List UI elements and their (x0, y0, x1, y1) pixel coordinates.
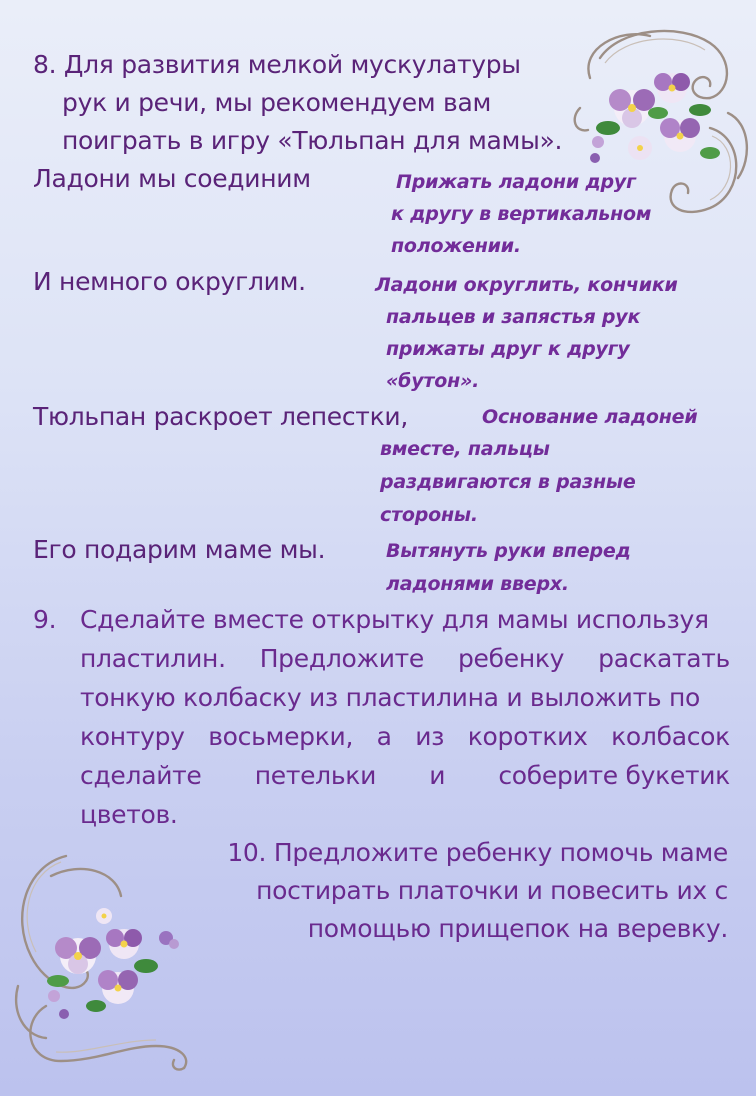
verse-instruction-line: пальцев и запястья рук (386, 306, 641, 328)
verse-instruction-line: раздвигаются в разные (380, 471, 636, 493)
verse-instruction-line: Основание ладоней (482, 406, 698, 428)
word: Предложите (259, 644, 425, 673)
word: сделайте (80, 761, 202, 790)
pansy-flowers (47, 908, 179, 1019)
item-9-line-6: цветов. (80, 800, 178, 829)
verse-instruction-line: ладонями вверх. (386, 573, 569, 595)
item-9-number: 9. (33, 605, 57, 634)
word: ребенку (457, 644, 565, 673)
item-9-line-3: тонкую колбаску из пластилина и выложить по (80, 683, 701, 712)
item-10-line-2: постирать платочки и повесить их с (256, 876, 728, 905)
item-8-line-2: рук и речи, мы рекомендуем вам (62, 88, 492, 117)
verse-text: Ладони мы соединим (33, 164, 311, 193)
item-10-line-1: 10. Предложите ребенку помочь маме (227, 838, 728, 867)
word: коротких (467, 722, 588, 751)
verse-instruction-line: Вытянуть руки вперед (386, 540, 631, 562)
item-8-line-1: 8. Для развития мелкой мускулатуры (33, 50, 521, 79)
word: пластилин. (80, 644, 226, 673)
item-9-line-1: Сделайте вместе открытку для мамы используя (80, 605, 709, 634)
word: соберите букетик (498, 761, 730, 790)
word: петельки (254, 761, 377, 790)
verse-text: Тюльпан раскроет лепестки, (33, 402, 408, 431)
verse-instruction-line: стороны. (380, 504, 478, 526)
word: контуру (80, 722, 185, 751)
verse-text: И немного округлим. (33, 267, 306, 296)
verse-instruction-line: «бутон». (386, 370, 480, 392)
word: восьмерки, (208, 722, 354, 751)
verse-instruction-line: Ладони округлить, кончики (375, 274, 678, 296)
item-9-line-4 (80, 718, 730, 756)
flower-ornament-bottom (6, 846, 206, 1076)
pansy-flowers (590, 73, 720, 163)
item-8-line-3: поиграть в игру «Тюльпан для мамы». (62, 126, 563, 155)
verse-instruction-line: прижаты друг к другу (386, 338, 630, 360)
verse-instruction-line: к другу в вертикальном (391, 203, 652, 225)
verse-instruction-line: положении. (391, 235, 521, 257)
verse-text: Его подарим маме мы. (33, 535, 326, 564)
item-9-line-5 (80, 757, 730, 795)
word: из (415, 722, 445, 751)
word: раскатать (598, 644, 730, 673)
verse-instruction-line: Прижать ладони друг (396, 171, 636, 193)
item-9-line-2 (80, 640, 730, 678)
word: и (429, 761, 446, 790)
word: колбасок (611, 722, 730, 751)
verse-instruction-line: вместе, пальцы (380, 438, 550, 460)
item-10-line-3: помощью прищепок на веревку. (307, 914, 728, 943)
word: а (376, 722, 392, 751)
